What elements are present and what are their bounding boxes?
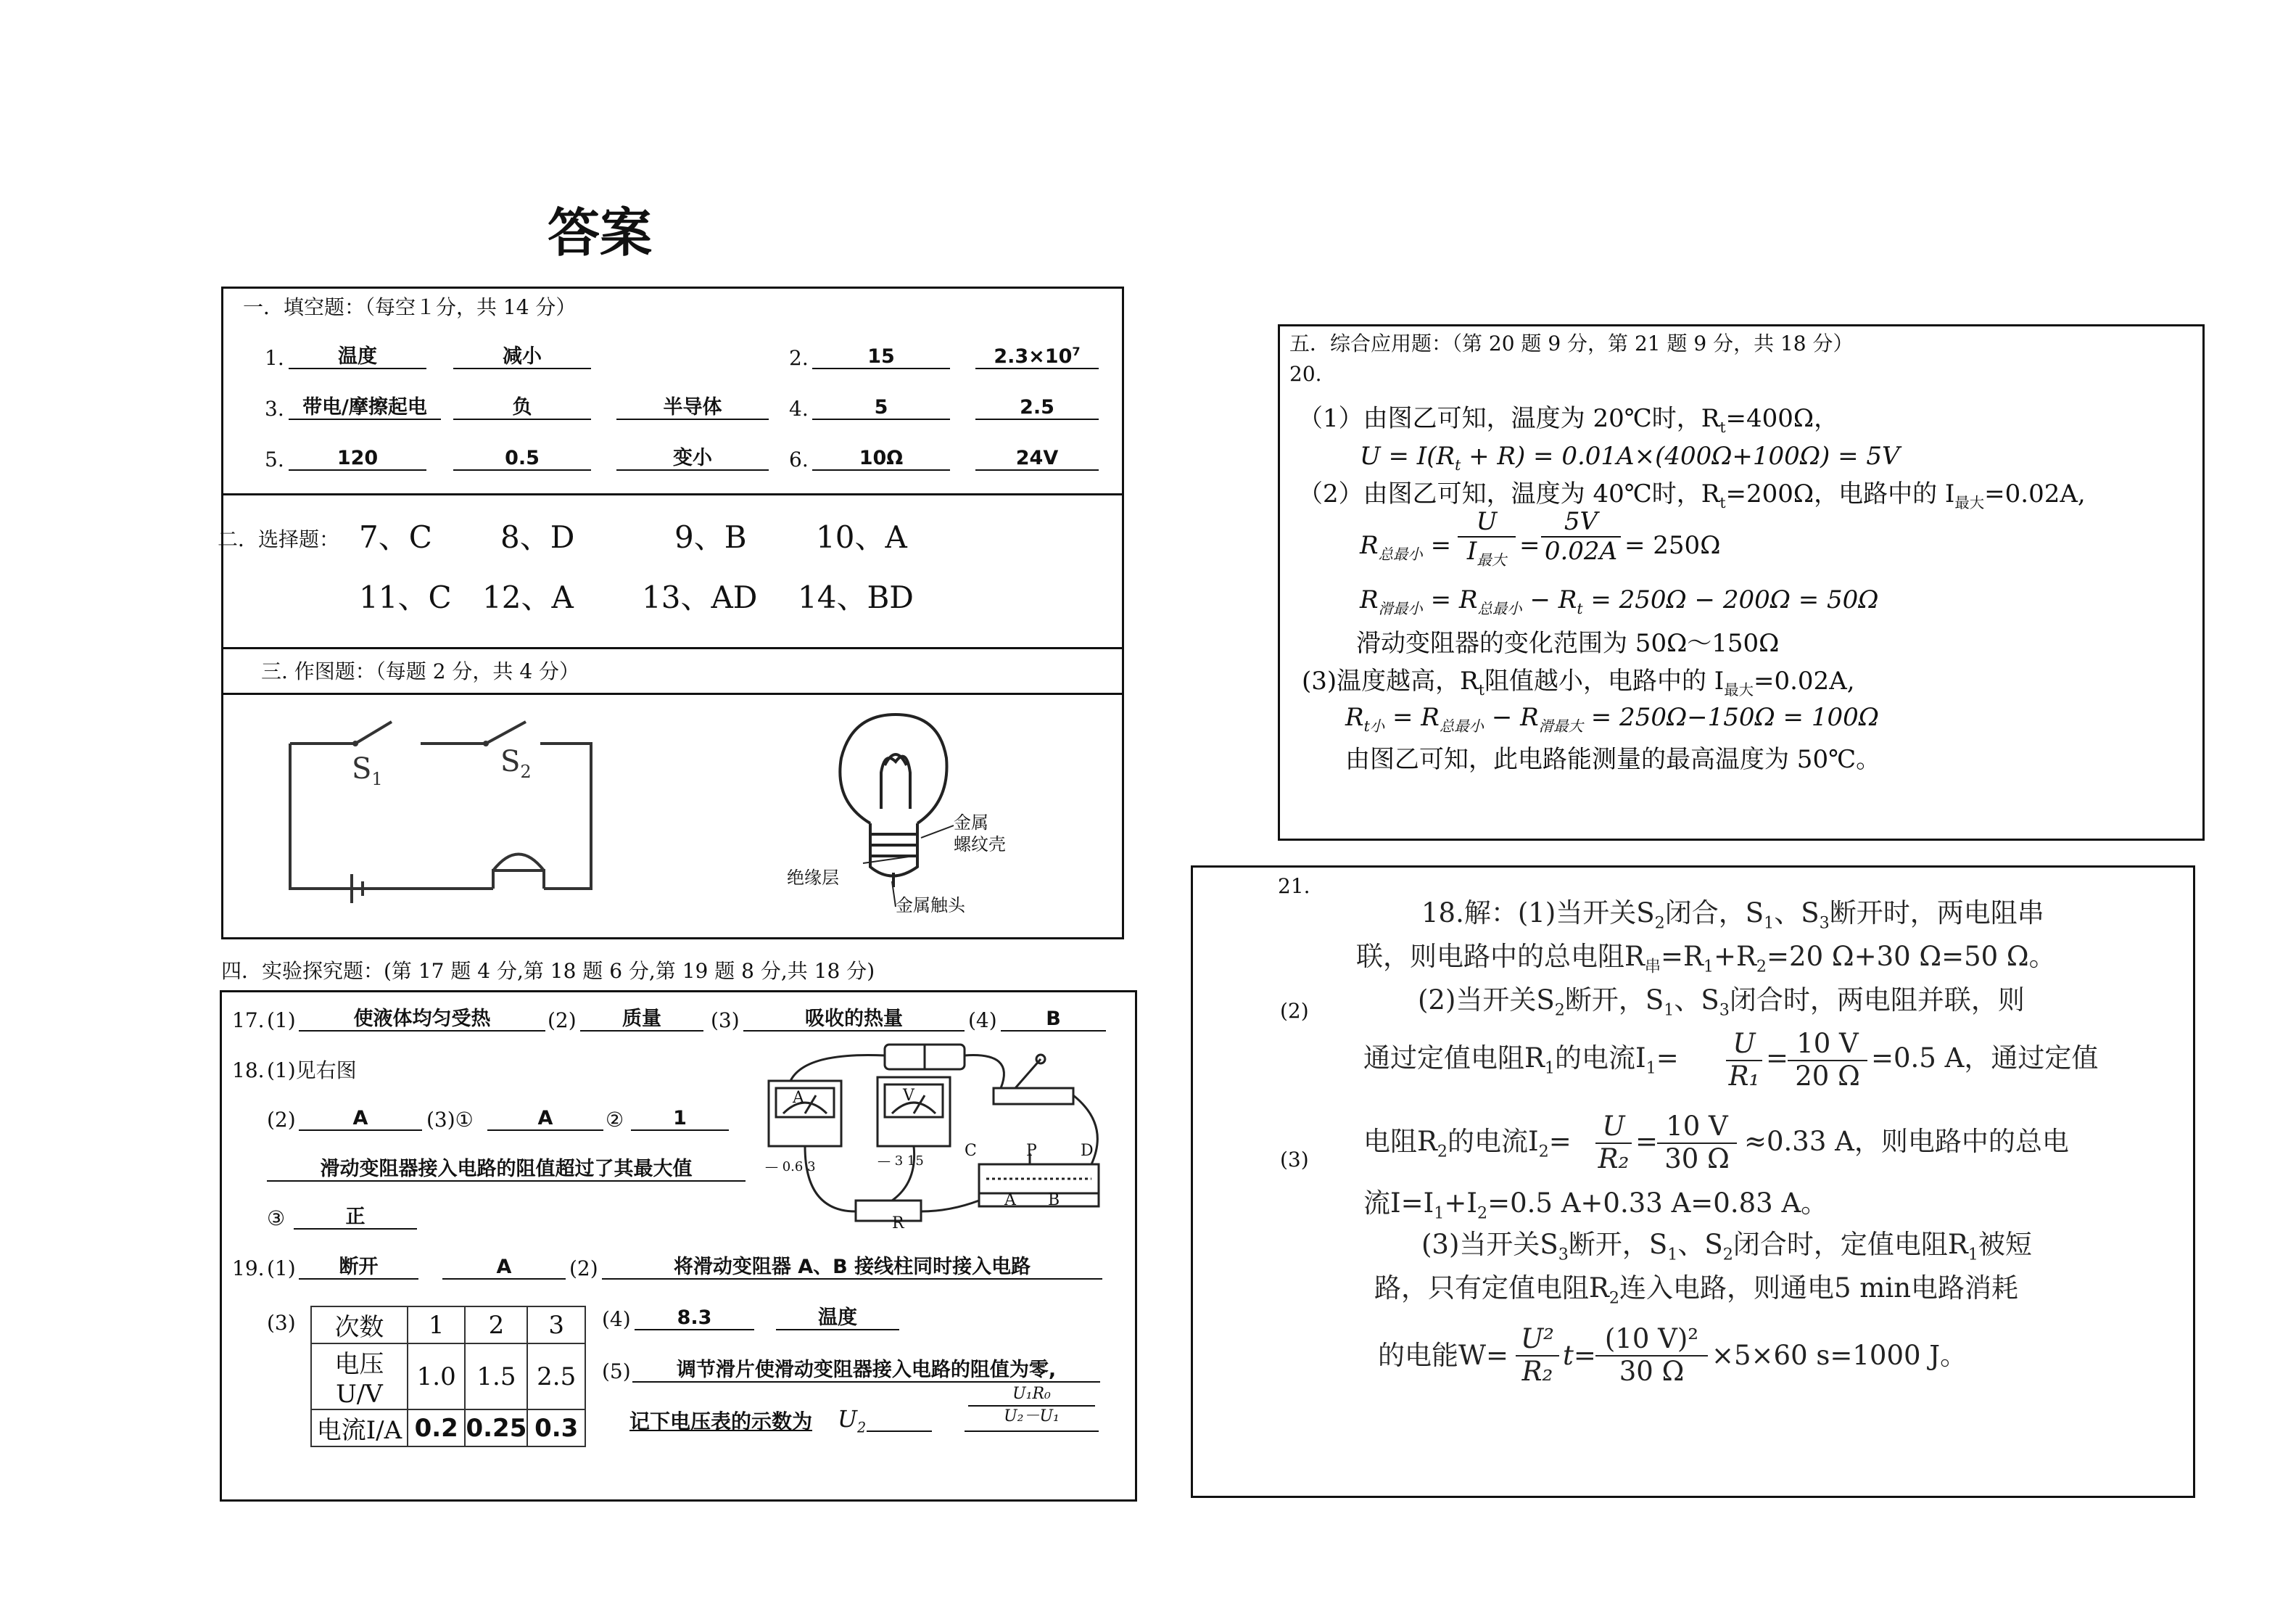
answer-text: 2.3×10: [994, 345, 1073, 368]
subscript: 2: [1722, 1245, 1733, 1264]
part-label: (4): [968, 1008, 997, 1032]
subscript: 最大: [1724, 680, 1754, 699]
answer-blank: 10Ω: [812, 447, 950, 471]
question-number: 2.: [789, 346, 809, 370]
answer-blank: 温度: [776, 1306, 899, 1330]
text: =20 Ω+30 Ω=50 Ω。: [1767, 941, 2056, 972]
text: + R) = 0.01A×(400Ω+100Ω) = 5V: [1461, 442, 1900, 471]
choice-answer: 9、B: [674, 519, 747, 555]
answer-blank: A: [487, 1107, 603, 1131]
bulb-label-shell: 金属: [954, 812, 988, 833]
subscript: 2: [1538, 1142, 1549, 1161]
text: =: [1656, 1042, 1679, 1074]
subscript: 2: [856, 1419, 867, 1436]
table-header-cell: 1: [408, 1306, 466, 1343]
question-number: 3.: [265, 397, 284, 421]
formula-line: [1360, 585, 1879, 617]
subscript: 总最小: [1477, 599, 1522, 617]
subscript: 2: [1654, 913, 1665, 933]
answer-blank: A: [299, 1107, 422, 1131]
choice-answer: 14、BD: [798, 580, 914, 615]
answer-blank: 0.5: [453, 447, 591, 471]
resistor-label: R: [892, 1214, 904, 1232]
solution-line: [1298, 479, 2086, 511]
part-label: (2): [569, 1256, 598, 1280]
subscript: 总最小: [1378, 545, 1423, 563]
text: =0.02A,: [1984, 479, 2086, 509]
section-3-header: 三. 作图题：（每题 2 分，共 4 分）: [261, 659, 580, 683]
data-table: [310, 1306, 586, 1447]
subscript: 3: [1819, 913, 1830, 933]
subscript: 最大: [1477, 551, 1507, 569]
text: 路，只有定值电阻R: [1374, 1272, 1609, 1304]
answer-blank: 15: [812, 345, 950, 369]
part-label: (5): [602, 1359, 631, 1383]
subscript: 1: [1703, 957, 1714, 976]
table-cell: 1.5: [465, 1343, 527, 1409]
exponent: 7: [1072, 345, 1081, 358]
subscript: t: [1719, 493, 1726, 511]
answer-blank: 2.5: [975, 396, 1099, 420]
part-label: (3): [711, 1008, 740, 1032]
answer-blank: 将滑动变阻器 A、B 接线柱同时接入电路: [602, 1256, 1102, 1280]
text: = 250Ω: [1624, 531, 1721, 560]
fraction-numerator: U₁R₀: [968, 1384, 1095, 1407]
part-label: (2): [548, 1008, 577, 1032]
fraction: [1541, 508, 1621, 566]
label: S: [500, 745, 521, 778]
answer-blank: 120: [289, 447, 426, 471]
subscript: 1: [1667, 1245, 1678, 1264]
circuit-diagram-switches: [276, 715, 609, 903]
scanned-solution-line: [1363, 1128, 1572, 1160]
subscript: 2: [1437, 1142, 1448, 1161]
part-label: ③: [267, 1206, 286, 1230]
fraction: [1595, 1324, 1708, 1387]
part-label: (3): [267, 1311, 296, 1335]
section-2-header: 二．选择题：: [218, 527, 340, 551]
fraction-denominator: [1458, 538, 1516, 569]
fraction-denominator: R₁: [1728, 1060, 1760, 1092]
fraction-denominator: R₂: [1521, 1355, 1553, 1387]
subscript: 1: [1645, 1058, 1656, 1078]
scanned-solution-line: [1421, 1231, 2032, 1263]
formula-line: [1360, 533, 1451, 561]
fraction-denominator: U₂－U₁: [1004, 1407, 1060, 1425]
text: − R: [1521, 585, 1577, 614]
scanned-solution-line: [1421, 899, 2044, 931]
fraction-numerator: (10 V)²: [1595, 1324, 1708, 1357]
text: 18.解：(1)当开关S: [1421, 897, 1655, 929]
part-label: ②: [606, 1108, 624, 1132]
solution-line: [1302, 669, 1855, 697]
formula-line: [1360, 444, 1900, 472]
subscript: 3: [1719, 1000, 1730, 1020]
text: (2)当开关S: [1418, 984, 1555, 1016]
text: = R: [1384, 703, 1440, 732]
fraction-numerator: U: [1595, 1111, 1632, 1144]
answer-blank: 1: [631, 1107, 729, 1131]
text: = 250Ω−150Ω = 100Ω: [1582, 703, 1879, 732]
fraction: [1657, 1111, 1737, 1174]
fraction: [1516, 1324, 1559, 1387]
question-number: 6.: [789, 448, 809, 472]
bulb-label-contact: 金属触头: [896, 895, 965, 915]
answer-blank: 5: [812, 396, 950, 420]
subscript: 1: [371, 769, 383, 789]
scanned-solution-line: 的电能W=: [1378, 1340, 1509, 1371]
question-number: 17.: [232, 1008, 265, 1032]
text: 断开时，两电阻串: [1829, 897, 2044, 929]
text: =0.5 A+0.33 A=0.83 A。: [1487, 1187, 1828, 1219]
text: 连入电路，则通电5 min电路消耗: [1619, 1272, 2019, 1304]
text: 、S: [1677, 1229, 1723, 1260]
answer-blank: 负: [453, 396, 591, 420]
rheostat-slider-p: P: [1026, 1142, 1037, 1160]
text: ×5×60 s=1000 J。: [1711, 1340, 1967, 1371]
answer-blank: 质量: [580, 1008, 703, 1032]
text: 、S: [1674, 984, 1719, 1016]
fraction-denominator: 30 Ω: [1664, 1143, 1730, 1174]
text: =200Ω，电路中的 I: [1725, 479, 1955, 509]
subscript: 最大: [1954, 493, 1985, 511]
answer-blank: 温度: [289, 345, 426, 369]
part-label: (3): [1280, 1148, 1309, 1172]
subscript: t: [1577, 599, 1583, 617]
ammeter-terminals: — 0.6 3: [765, 1159, 816, 1174]
fraction: [1458, 508, 1516, 569]
subscript: 1: [1434, 1203, 1445, 1223]
subscript: 2: [1554, 1000, 1565, 1020]
text: 断开，S: [1568, 1229, 1668, 1260]
fraction-denominator: R₂: [1598, 1143, 1630, 1174]
question-number: 4.: [789, 397, 809, 421]
text: =R: [1661, 941, 1704, 972]
fraction-numerator: U²: [1516, 1324, 1559, 1357]
symbol: U: [838, 1405, 857, 1433]
solution-line: [1298, 406, 1838, 435]
table-header-cell: 2: [465, 1306, 527, 1343]
text: （1）由图乙可知，温度为 20℃时，R: [1298, 404, 1720, 433]
text: 断开，S: [1564, 984, 1664, 1016]
bulb-label-insulator: 绝缘层: [787, 868, 839, 888]
answer-blank: 吸收的热量: [743, 1008, 965, 1032]
text: =400Ω，: [1725, 404, 1839, 433]
rheostat-terminal-c: C: [965, 1142, 977, 1160]
text: R: [1360, 585, 1379, 614]
section-1-header: 一．填空题：（每空１分，共 14 分）: [243, 295, 577, 319]
subscript: 3: [1558, 1245, 1569, 1264]
subscript: 2: [1756, 957, 1767, 976]
subscript: 滑最小: [1378, 599, 1423, 617]
answer-blank: 断开: [299, 1256, 418, 1280]
answer-blank: 24V: [975, 447, 1099, 471]
part-label: (4): [602, 1307, 631, 1331]
subscript: 2: [520, 762, 532, 782]
answer-blank: 带电/摩擦起电: [289, 396, 441, 420]
table-cell: 电流I/A: [311, 1409, 408, 1446]
solution-line: 由图乙可知，此电路能测量的最高温度为 50℃。: [1345, 745, 1881, 774]
fraction-denominator: 30 Ω: [1619, 1355, 1685, 1387]
subscript: 1: [1967, 1245, 1978, 1264]
question-number: 5.: [265, 448, 284, 472]
answer-blank: 滑动变阻器接入电路的阻值超过了其最大值: [267, 1158, 746, 1182]
scanned-solution-line: [1363, 1042, 1679, 1078]
text: 闭合时，两电阻并联，则: [1729, 984, 2025, 1016]
part-label: (1)见右图: [267, 1058, 357, 1082]
fraction-numerator: 10 V: [1657, 1111, 1737, 1144]
subscript: t: [1455, 456, 1461, 474]
subscript: 2: [1609, 1288, 1619, 1308]
bulb-label-shell-2: 螺纹壳: [954, 834, 1006, 855]
text: R: [1360, 531, 1379, 560]
formula-line: [1345, 705, 1879, 733]
text: +R: [1714, 941, 1756, 972]
rheostat-terminal-b: B: [1048, 1191, 1060, 1209]
question-number: 20.: [1289, 362, 1322, 386]
question-number: 19.: [232, 1256, 265, 1280]
fraction: [1595, 1111, 1632, 1174]
choice-answer: 8、D: [500, 519, 575, 555]
scanned-solution-line: [1363, 1187, 1828, 1223]
text: (3)当开关S: [1421, 1229, 1558, 1260]
subscript: 1: [1664, 1000, 1674, 1020]
text: =0.5 A，通过定值: [1871, 1042, 2099, 1074]
text: =: [1548, 1126, 1572, 1157]
u2-symbol: [838, 1407, 866, 1435]
text: 通过定值电阻R: [1363, 1042, 1545, 1074]
part-label: (3)①: [426, 1108, 474, 1132]
answer-blank: 减小: [453, 345, 591, 369]
table-cell: 1.0: [408, 1343, 466, 1409]
blank-line: [867, 1430, 932, 1432]
fraction-denominator: 0.02A: [1544, 537, 1618, 567]
subscript: 1: [1764, 913, 1775, 933]
switch-label-s2: [500, 747, 532, 781]
answer-blank: B: [1001, 1008, 1106, 1032]
text: = R: [1422, 585, 1478, 614]
section-5-header: 五．综合应用题：（第 20 题 9 分，第 21 题 9 分，共 18 分）: [1289, 332, 1854, 355]
text: =: [1422, 531, 1452, 560]
solution-line: 滑动变阻器的变化范围为 50Ω～150Ω: [1356, 629, 1780, 658]
fraction-numerator: U: [1726, 1029, 1762, 1061]
answer-blank: 变小: [616, 447, 769, 471]
text: R: [1345, 703, 1364, 732]
text: =0.02A,: [1754, 667, 1855, 696]
text: =: [1635, 1126, 1659, 1157]
text: （2）由图乙可知，温度为 40℃时，R: [1298, 479, 1720, 509]
question-number: 21.: [1278, 874, 1310, 898]
answer-blank: 半导体: [616, 396, 769, 420]
ammeter-label: A: [793, 1089, 804, 1107]
fraction-answer: [968, 1384, 1095, 1427]
answer-blank: 调节滑片使滑动变阻器接入电路的阻值为零,: [632, 1359, 1100, 1383]
text: ≈0.33 A，则电路中的总电: [1744, 1126, 2069, 1157]
table-cell: 电压U/V: [311, 1343, 408, 1409]
text: 、S: [1774, 897, 1820, 929]
answer-blank: 使液体均匀受热: [299, 1008, 545, 1032]
scanned-solution-line: [1356, 943, 2056, 975]
rheostat-terminal-d: D: [1081, 1142, 1094, 1160]
table-cell: 0.25: [465, 1409, 527, 1446]
fraction-numerator: 5V: [1541, 508, 1621, 538]
divider: [221, 693, 1124, 695]
text: 的电流I: [1554, 1042, 1646, 1074]
text: 联，则电路中的总电阻R: [1356, 941, 1645, 972]
text: 的电流I: [1447, 1126, 1539, 1157]
text: 阻值越小，电路中的 I: [1484, 667, 1725, 696]
part-label: (2): [1280, 999, 1309, 1023]
section-4-header: 四．实验探究题：(第 17 题 4 分,第 18 题 6 分,第 19 题 8 分,共 18 分): [221, 959, 875, 983]
text: 电阻R: [1363, 1126, 1437, 1157]
text: =: [1766, 1042, 1789, 1074]
table-cell: 0.3: [527, 1409, 585, 1446]
text: 闭合，S: [1664, 897, 1764, 929]
text: 被短: [1978, 1229, 2032, 1260]
text: I: [1466, 537, 1477, 567]
subscript: t小: [1363, 717, 1385, 735]
blank-line: [965, 1430, 1099, 1432]
scanned-solution-line: [1418, 984, 2025, 1020]
page-title: 答案: [548, 202, 653, 263]
answer-blank: [975, 345, 1099, 369]
text: =: [1519, 531, 1540, 560]
answer-blank: A: [442, 1256, 566, 1280]
text: (3)温度越高，R: [1302, 667, 1479, 696]
subscript: 串: [1644, 957, 1661, 976]
part-label: (1): [267, 1008, 296, 1032]
subscript: t: [1478, 680, 1484, 699]
text: 流I=I: [1363, 1187, 1434, 1219]
text: t=: [1563, 1340, 1596, 1371]
subscript: t: [1719, 418, 1726, 436]
fraction-numerator: U: [1458, 508, 1516, 538]
choice-answer: 10、A: [816, 519, 907, 555]
choice-answer: 7、C: [359, 519, 432, 555]
scanned-solution-line: [1374, 1272, 2019, 1308]
text: = 250Ω − 200Ω = 50Ω: [1582, 585, 1879, 614]
fraction-numerator: 10 V: [1788, 1029, 1867, 1061]
divider: [221, 647, 1124, 649]
table-cell: 2.5: [527, 1343, 585, 1409]
label: S: [352, 752, 372, 786]
answer-blank: 8.3: [635, 1306, 754, 1330]
table-header-cell: 次数: [311, 1306, 408, 1343]
part-label: (1): [267, 1256, 296, 1280]
subscript: 总最小: [1439, 717, 1484, 735]
text: − R: [1484, 703, 1539, 732]
text: 闭合时，定值电阻R: [1733, 1229, 1968, 1260]
voltmeter-label: V: [903, 1087, 914, 1105]
answer-blank: 正: [294, 1206, 417, 1230]
switch-label-s1: [352, 754, 383, 788]
fraction-denominator: 20 Ω: [1795, 1060, 1860, 1092]
choice-answer: 13、AD: [642, 580, 758, 615]
part-label: (2): [267, 1108, 296, 1132]
table-cell: 0.2: [408, 1409, 466, 1446]
text: +I: [1444, 1187, 1477, 1219]
answer-text: 记下电压表的示数为: [629, 1409, 813, 1433]
choice-answer: 12、A: [482, 580, 574, 615]
choice-answer: 11、C: [359, 580, 452, 615]
subscript: 2: [1477, 1203, 1488, 1223]
subscript: 滑最大: [1538, 717, 1583, 735]
fraction: [1788, 1029, 1867, 1092]
fraction: [1726, 1029, 1762, 1092]
table-header-cell: 3: [527, 1306, 585, 1343]
rheostat-terminal-a: A: [1004, 1191, 1016, 1209]
voltmeter-terminals: — 3 15: [877, 1153, 924, 1169]
divider: [221, 493, 1124, 495]
subscript: 1: [1544, 1058, 1555, 1078]
text: U = I(R: [1360, 442, 1455, 471]
question-number: 1.: [265, 346, 284, 370]
question-number: 18.: [232, 1058, 265, 1082]
